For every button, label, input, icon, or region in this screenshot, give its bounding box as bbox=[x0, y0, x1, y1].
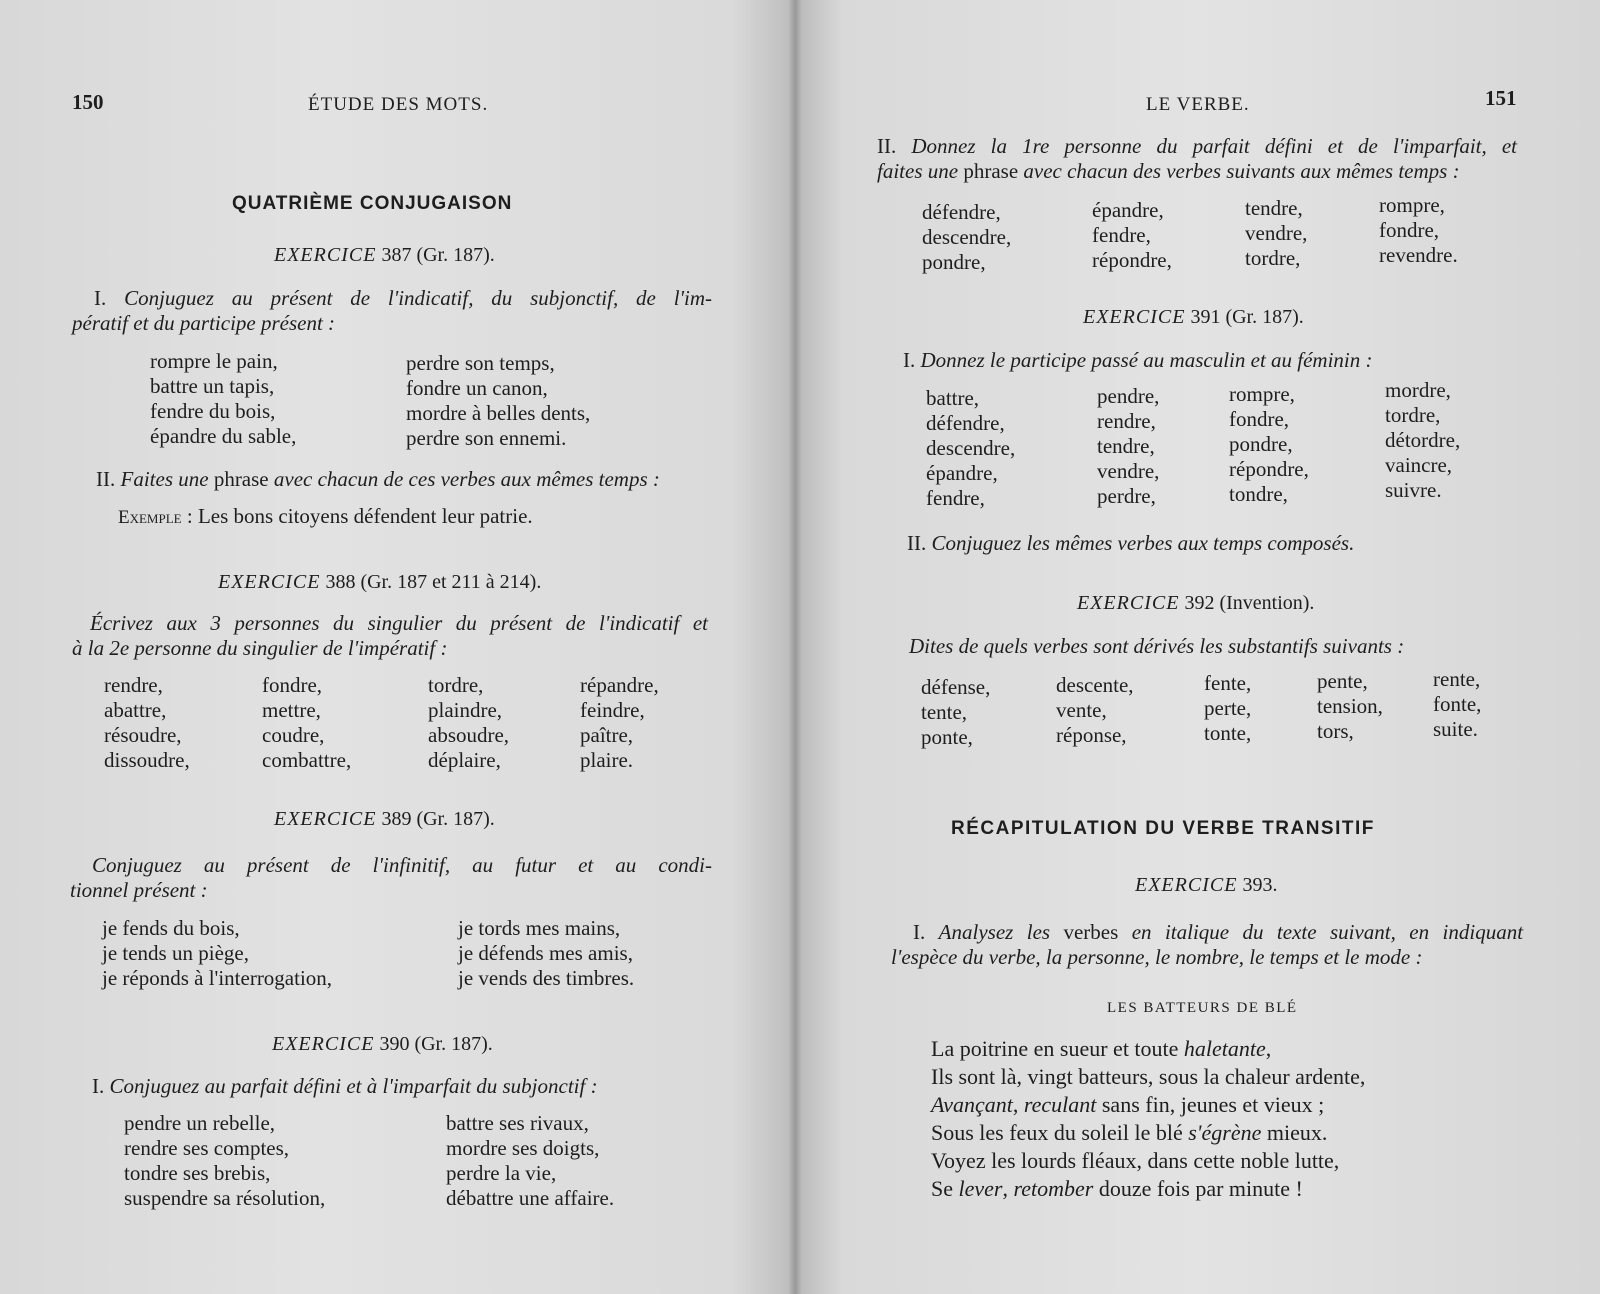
word-list-392-col4 bbox=[1317, 669, 1383, 744]
word-list-387-col2 bbox=[406, 351, 590, 451]
list-item: tors, bbox=[1317, 719, 1354, 743]
item-numeral: II. bbox=[96, 467, 116, 491]
list-item: pente, bbox=[1317, 669, 1368, 693]
list-item: rendre, bbox=[104, 673, 163, 697]
exercise-number: 388 (Gr. 187 et 211 à 214). bbox=[325, 571, 542, 593]
instruction-390-i bbox=[92, 1074, 598, 1099]
instruction-393-line2: l'espèce du verbe, la personne, le nombre, le temps et le mode : bbox=[891, 945, 1423, 969]
emphasis-word: verbes bbox=[1063, 920, 1119, 944]
list-item: fondre un canon, bbox=[406, 376, 548, 400]
list-item: tendre, bbox=[1245, 196, 1303, 220]
word-list-392-col3 bbox=[1204, 671, 1251, 746]
word-list-391-col2 bbox=[1097, 384, 1159, 509]
emphasis-word: phrase bbox=[213, 467, 269, 491]
right-page bbox=[795, 0, 1600, 1294]
list-item: répondre, bbox=[1229, 457, 1309, 481]
list-item: épandre du sable, bbox=[150, 424, 297, 448]
list-item: vaincre, bbox=[1385, 453, 1453, 477]
list-item: fendre, bbox=[926, 486, 985, 510]
poem-title: LES BATTEURS DE BLÉ bbox=[1107, 1000, 1298, 1016]
word-list-389-col1 bbox=[102, 916, 332, 991]
item-numeral: I. bbox=[913, 920, 926, 944]
poem-line: Ils sont là, vingt batteurs, sous la chaleur ardente, bbox=[931, 1064, 1366, 1089]
word-list-388-col3 bbox=[428, 673, 509, 773]
list-item: mettre, bbox=[262, 698, 321, 722]
instruction-388-line1: Écrivez aux 3 personnes du singulier du présent de l'indicatif et bbox=[90, 611, 708, 635]
list-item: paître, bbox=[580, 723, 634, 747]
word-list-392-col5 bbox=[1433, 667, 1481, 742]
book-gutter bbox=[788, 0, 802, 1294]
example-line bbox=[118, 504, 533, 530]
section-title: RÉCAPITULATION DU VERBE TRANSITIF bbox=[951, 818, 1375, 839]
list-item: détordre, bbox=[1385, 428, 1461, 452]
list-item: tension, bbox=[1317, 694, 1383, 718]
list-item: revendre. bbox=[1379, 243, 1458, 267]
poem bbox=[931, 1035, 1365, 1203]
word-list-390-ii-col4 bbox=[1379, 193, 1458, 268]
list-item: déplaire, bbox=[428, 748, 501, 772]
italic-verb: lever bbox=[958, 1176, 1003, 1201]
page-number: 151 bbox=[1485, 86, 1517, 110]
instruction-387-i-line1 bbox=[72, 286, 712, 311]
list-item: pendre un rebelle, bbox=[124, 1111, 276, 1135]
instruction-392: Dites de quels verbes sont dérivés les substantifs suivants : bbox=[909, 634, 1405, 658]
list-item: rendre, bbox=[1097, 409, 1156, 433]
word-list-391-col3 bbox=[1229, 382, 1309, 507]
text: , bbox=[1265, 1036, 1272, 1061]
list-item: tente, bbox=[921, 700, 968, 724]
list-item: perdre son ennemi. bbox=[406, 426, 567, 450]
word-list-390-ii-col3 bbox=[1245, 196, 1307, 271]
poem-line bbox=[931, 1175, 1365, 1203]
exercise-heading-388 bbox=[218, 571, 541, 594]
list-item: rompre, bbox=[1229, 382, 1295, 406]
exercise-label: EXERCICE bbox=[218, 571, 321, 593]
example-text: : Les bons citoyens défendent leur patrie. bbox=[186, 504, 533, 528]
list-item: fendre du bois, bbox=[150, 399, 276, 423]
list-item: battre ses rivaux, bbox=[446, 1111, 589, 1135]
list-item: descendre, bbox=[926, 436, 1016, 460]
list-item: défense, bbox=[921, 675, 991, 699]
list-item: perdre son temps, bbox=[406, 351, 555, 375]
list-item: tonte, bbox=[1204, 721, 1252, 745]
list-item: tordre, bbox=[1245, 246, 1301, 270]
list-item: fondre, bbox=[1379, 218, 1440, 242]
list-item: mordre à belles dents, bbox=[406, 401, 591, 425]
text: , bbox=[1002, 1176, 1014, 1201]
list-item: descendre, bbox=[922, 225, 1012, 249]
instruction-text: avec chacun des verbes suivants aux mêmes temps : bbox=[1023, 159, 1460, 183]
list-item: réponse, bbox=[1056, 723, 1127, 747]
exercise-number: 387 (Gr. 187). bbox=[381, 244, 495, 266]
list-item: suite. bbox=[1433, 717, 1478, 741]
instruction-text: Faites une bbox=[120, 467, 209, 491]
list-item: fonte, bbox=[1433, 692, 1482, 716]
list-item: fondre, bbox=[262, 673, 323, 697]
list-item: fondre, bbox=[1229, 407, 1290, 431]
italic-verb: reculant bbox=[1023, 1092, 1097, 1117]
instruction-388-line2: à la 2e personne du singulier de l'impératif : bbox=[72, 636, 448, 660]
exercise-heading-387 bbox=[274, 244, 495, 267]
exercise-heading-393 bbox=[1135, 874, 1277, 897]
running-head: ÉTUDE DES MOTS. bbox=[308, 94, 489, 115]
list-item: perte, bbox=[1204, 696, 1252, 720]
word-list-390-col2 bbox=[446, 1111, 614, 1211]
word-list-388-col4 bbox=[580, 673, 659, 773]
list-item: descente, bbox=[1056, 673, 1134, 697]
list-item: épandre, bbox=[1092, 198, 1164, 222]
italic-verb: s'égrène bbox=[1188, 1120, 1262, 1145]
poem-line: Voyez les lourds fléaux, dans cette noble lutte, bbox=[931, 1148, 1340, 1173]
list-item: défendre, bbox=[926, 411, 1005, 435]
list-item: dissoudre, bbox=[104, 748, 190, 772]
list-item: abattre, bbox=[104, 698, 167, 722]
list-item: fendre, bbox=[1092, 223, 1151, 247]
list-item: pondre, bbox=[1229, 432, 1293, 456]
exercise-heading-389 bbox=[274, 808, 495, 831]
exercise-number: 393. bbox=[1242, 874, 1278, 896]
list-item: rendre ses comptes, bbox=[124, 1136, 290, 1160]
word-list-391-col4 bbox=[1385, 378, 1460, 503]
running-head: LE VERBE. bbox=[1146, 94, 1250, 115]
instruction-390-ii-line1 bbox=[877, 134, 1517, 159]
exercise-label: EXERCICE bbox=[1083, 306, 1186, 328]
list-item: vendre, bbox=[1097, 459, 1160, 483]
instruction-text: avec chacun de ces verbes aux mêmes temps : bbox=[273, 467, 660, 491]
instruction-text: Donnez le participe passé au masculin et au féminin : bbox=[920, 348, 1373, 372]
item-numeral: I. bbox=[903, 348, 916, 372]
exercise-label: EXERCICE bbox=[1135, 874, 1238, 896]
list-item: perdre la vie, bbox=[446, 1161, 557, 1185]
list-item: je défends mes amis, bbox=[458, 941, 633, 965]
list-item: répondre, bbox=[1092, 248, 1172, 272]
exercise-number: 391 (Gr. 187). bbox=[1190, 306, 1304, 328]
item-numeral: II. bbox=[907, 531, 927, 555]
emphasis-word: phrase bbox=[963, 159, 1019, 183]
poem-line bbox=[931, 1035, 1365, 1063]
list-item: tondre, bbox=[1229, 482, 1288, 506]
list-item: combattre, bbox=[262, 748, 352, 772]
text: mieux. bbox=[1261, 1120, 1328, 1145]
page-number: 150 bbox=[72, 90, 104, 114]
example-label: Exemple bbox=[118, 507, 182, 528]
list-item: feindre, bbox=[580, 698, 645, 722]
list-item: tordre, bbox=[428, 673, 484, 697]
list-item: battre un tapis, bbox=[150, 374, 275, 398]
list-item: mordre, bbox=[1385, 378, 1451, 402]
list-item: mordre ses doigts, bbox=[446, 1136, 600, 1160]
instruction-text: Analysez les bbox=[938, 920, 1051, 944]
poem-line bbox=[931, 1091, 1365, 1119]
instruction-389-line1: Conjuguez au présent de l'infinitif, au futur et au condi- bbox=[92, 853, 712, 877]
italic-verb: Avançant bbox=[931, 1092, 1013, 1117]
list-item: plaindre, bbox=[428, 698, 503, 722]
instruction-391-i bbox=[903, 348, 1373, 373]
text: douze fois par minute ! bbox=[1093, 1176, 1303, 1201]
list-item: ponte, bbox=[921, 725, 973, 749]
item-numeral: I. bbox=[94, 286, 107, 310]
poem-line bbox=[931, 1119, 1365, 1147]
text: Se bbox=[931, 1176, 959, 1201]
list-item: suivre. bbox=[1385, 478, 1442, 502]
list-item: je réponds à l'interrogation, bbox=[102, 966, 333, 990]
instruction-text: en italique du texte suivant, en indiquant bbox=[1131, 920, 1524, 944]
text: sans fin, jeunes et vieux ; bbox=[1096, 1092, 1325, 1117]
list-item: épandre, bbox=[926, 461, 998, 485]
list-item: rente, bbox=[1433, 667, 1481, 691]
list-item: répandre, bbox=[580, 673, 659, 697]
list-item: tondre ses brebis, bbox=[124, 1161, 271, 1185]
list-item: débattre une affaire. bbox=[446, 1186, 615, 1210]
exercise-heading-391 bbox=[1083, 306, 1304, 329]
word-list-387-col1 bbox=[150, 349, 296, 449]
instruction-393-line1 bbox=[913, 920, 1523, 945]
word-list-390-col1 bbox=[124, 1111, 325, 1211]
exercise-label: EXERCICE bbox=[274, 244, 377, 266]
list-item: rompre, bbox=[1379, 193, 1445, 217]
left-page bbox=[0, 0, 795, 1294]
exercise-number: 389 (Gr. 187). bbox=[381, 808, 495, 830]
list-item: je vends des timbres. bbox=[458, 966, 635, 990]
instruction-text: faites une bbox=[877, 159, 959, 183]
text: , bbox=[1012, 1092, 1024, 1117]
instruction-text: Conjuguez les mêmes verbes aux temps composés. bbox=[931, 531, 1355, 555]
instruction-text: Donnez la 1re personne du parfait défini et de l'imparfait, et bbox=[911, 134, 1518, 158]
list-item: battre, bbox=[926, 386, 980, 410]
word-list-392-col2 bbox=[1056, 673, 1134, 748]
exercise-number: 390 (Gr. 187). bbox=[379, 1033, 493, 1055]
word-list-390-ii-col1 bbox=[922, 200, 1011, 275]
list-item: vendre, bbox=[1245, 221, 1308, 245]
word-list-388-col1 bbox=[104, 673, 190, 773]
list-item: suspendre sa résolution, bbox=[124, 1186, 326, 1210]
list-item: absoudre, bbox=[428, 723, 510, 747]
list-item: je tords mes mains, bbox=[458, 916, 621, 940]
word-list-391-col1 bbox=[926, 386, 1015, 511]
text: La poitrine en sueur et toute bbox=[931, 1036, 1184, 1061]
section-title: QUATRIÈME CONJUGAISON bbox=[232, 193, 513, 214]
word-list-389-col2 bbox=[458, 916, 634, 991]
exercise-label: EXERCICE bbox=[272, 1033, 375, 1055]
list-item: plaire. bbox=[580, 748, 634, 772]
instruction-text: Conjuguez au présent de l'indicatif, du subjonctif, de l'im- bbox=[124, 286, 713, 310]
exercise-number: 392 (Invention). bbox=[1184, 592, 1315, 614]
list-item: je fends du bois, bbox=[102, 916, 240, 940]
instruction-text: Conjuguez au parfait défini et à l'imparfait du subjonctif : bbox=[109, 1074, 598, 1098]
exercise-label: EXERCICE bbox=[1077, 592, 1180, 614]
exercise-heading-392 bbox=[1077, 592, 1314, 615]
exercise-heading-390 bbox=[272, 1033, 493, 1056]
item-numeral: I. bbox=[92, 1074, 105, 1098]
italic-verb: haletante bbox=[1183, 1036, 1266, 1061]
list-item: vente, bbox=[1056, 698, 1107, 722]
list-item: je tends un piège, bbox=[102, 941, 249, 965]
list-item: défendre, bbox=[922, 200, 1001, 224]
word-list-388-col2 bbox=[262, 673, 351, 773]
instruction-391-ii bbox=[907, 531, 1354, 556]
word-list-392-col1 bbox=[921, 675, 990, 750]
list-item: fente, bbox=[1204, 671, 1252, 695]
instruction-390-ii-line2 bbox=[877, 159, 1460, 184]
instruction-389-line2: tionnel présent : bbox=[70, 878, 208, 902]
instruction-387-ii bbox=[96, 467, 660, 492]
list-item: perdre, bbox=[1097, 484, 1156, 508]
text: Sous les feux du soleil le blé bbox=[931, 1120, 1189, 1145]
list-item: rompre le pain, bbox=[150, 349, 278, 373]
italic-verb: retomber bbox=[1013, 1176, 1094, 1201]
list-item: tordre, bbox=[1385, 403, 1441, 427]
instruction-387-i-line2: pératif et du participe présent : bbox=[72, 311, 336, 335]
item-numeral: II. bbox=[877, 134, 897, 158]
list-item: pondre, bbox=[922, 250, 986, 274]
exercise-label: EXERCICE bbox=[274, 808, 377, 830]
word-list-390-ii-col2 bbox=[1092, 198, 1172, 273]
list-item: résoudre, bbox=[104, 723, 182, 747]
list-item: tendre, bbox=[1097, 434, 1155, 458]
list-item: coudre, bbox=[262, 723, 325, 747]
list-item: pendre, bbox=[1097, 384, 1160, 408]
